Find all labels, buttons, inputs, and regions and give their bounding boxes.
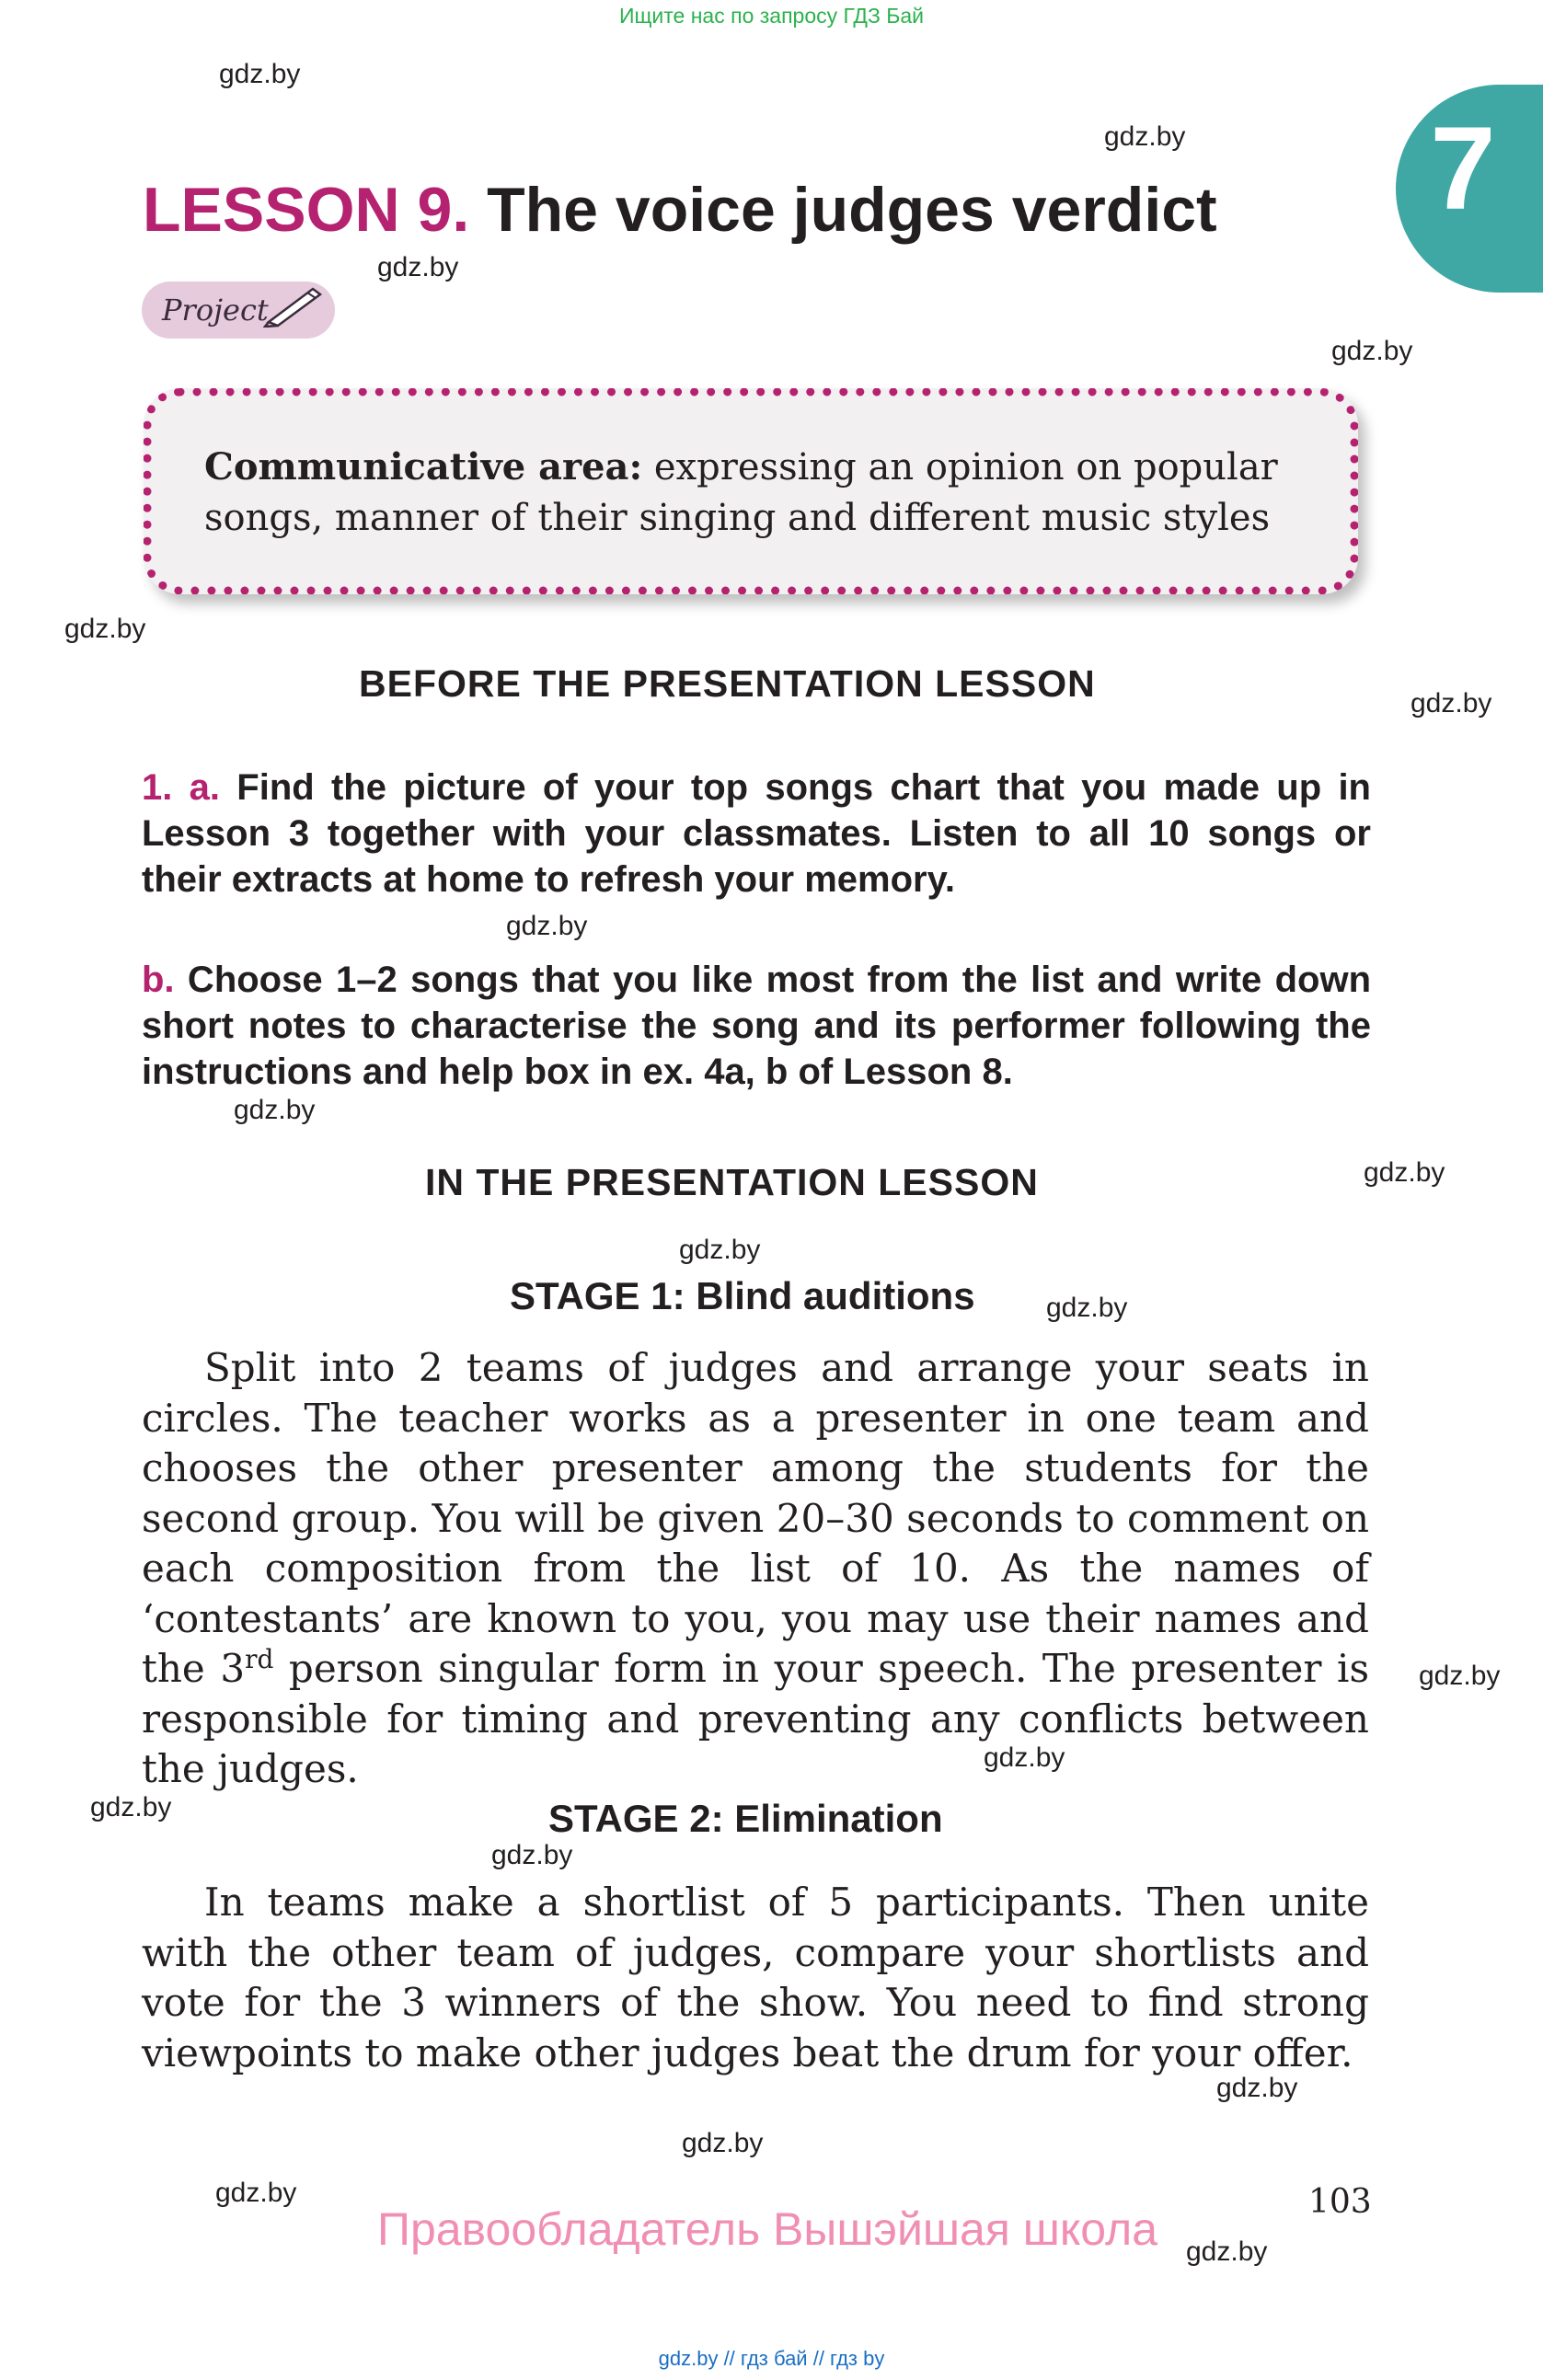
watermark: gdz.by xyxy=(215,2178,297,2208)
project-label: Project xyxy=(162,293,269,328)
pen-icon xyxy=(263,282,328,328)
stage-1-title: STAGE 1: Blind auditions xyxy=(510,1274,975,1317)
watermark: gdz.by xyxy=(1104,121,1186,152)
communicative-area-description: expressing an opinion on popular songs, manner of their singing and different music styles xyxy=(204,446,1278,539)
watermark: gdz.by xyxy=(234,1095,316,1125)
footer-links: gdz.by // гдз бай // гдз by xyxy=(658,2347,885,2370)
watermark: gdz.by xyxy=(1419,1661,1501,1691)
watermark: gdz.by xyxy=(64,614,146,644)
copyright-notice: Правообладатель Вышэйшая школа xyxy=(377,2203,1157,2255)
unit-number: 7 xyxy=(1430,103,1496,235)
watermark: gdz.by xyxy=(1364,1157,1445,1188)
top-banner: Ищите нас по запросу ГДЗ Бай xyxy=(618,4,925,28)
watermark: gdz.by xyxy=(1046,1293,1128,1323)
stage-1-text-part-b: person singular form in your speech. The presenter is responsible for timing and preventing any conflicts between the judges. xyxy=(142,1646,1369,1791)
stage-2-title: STAGE 2: Elimination xyxy=(548,1797,943,1840)
lesson-title xyxy=(143,173,1217,247)
watermark: gdz.by xyxy=(1411,688,1492,719)
exercise-1b-number: b. xyxy=(142,960,175,1000)
watermark: gdz.by xyxy=(1186,2236,1268,2267)
watermark: gdz.by xyxy=(491,1840,573,1870)
in-presentation-heading: IN THE PRESENTATION LESSON xyxy=(425,1161,1039,1203)
watermark: gdz.by xyxy=(90,1792,172,1822)
communicative-area-label: Communicative area: xyxy=(204,445,643,489)
stage-1-text-part-a: Split into 2 teams of judges and arrange your seats in circles. The teacher works as a presenter in one team and chooses the other presenter among the students for the second group. You will be given 20–30 seconds to comment on each composition from the list of 10. As the names of ‘contestants’ are known to you, you may use their names and the 3 xyxy=(142,1345,1369,1691)
exercise-1b xyxy=(142,957,1371,1095)
exercise-1b-text: Choose 1–2 songs that you like most from the list and write down short notes to characterise the song and its performer following the instructions and help box in ex. 4a, b of Lesson 8. xyxy=(142,960,1371,1092)
before-presentation-heading: BEFORE THE PRESENTATION LESSON xyxy=(359,662,1096,705)
watermark: gdz.by xyxy=(984,1742,1065,1773)
watermark: gdz.by xyxy=(1331,336,1413,366)
lesson-number: LESSON 9. xyxy=(143,175,470,245)
stage-2-text xyxy=(142,1878,1369,2078)
stage-2-text-body: In teams make a shortlist of 5 participants. Then unite with the other team of judges, compare your shortlists and vote for the 3 winners of the show. You need to find strong viewpoints to make other judges beat the drum for your offer. xyxy=(142,1880,1369,2075)
watermark: gdz.by xyxy=(506,911,588,941)
watermark: gdz.by xyxy=(679,1235,761,1265)
watermark: gdz.by xyxy=(219,59,301,89)
stage-1-superscript: rd xyxy=(245,1644,274,1674)
exercise-1a-number: 1. a. xyxy=(142,767,220,808)
communicative-area-text xyxy=(204,442,1345,544)
stage-1-text xyxy=(142,1343,1369,1795)
lesson-name: The voice judges verdict xyxy=(469,175,1217,245)
watermark: gdz.by xyxy=(1216,2073,1298,2103)
watermark: gdz.by xyxy=(377,252,459,282)
exercise-1a xyxy=(142,765,1371,903)
page-number: 103 xyxy=(1308,2183,1372,2221)
exercise-1a-text: Find the picture of your top songs chart that you made up in Lesson 3 together with your classmates. Listen to all 10 songs or their extracts at home to refresh your memory. xyxy=(142,767,1371,900)
watermark: gdz.by xyxy=(682,2128,764,2158)
